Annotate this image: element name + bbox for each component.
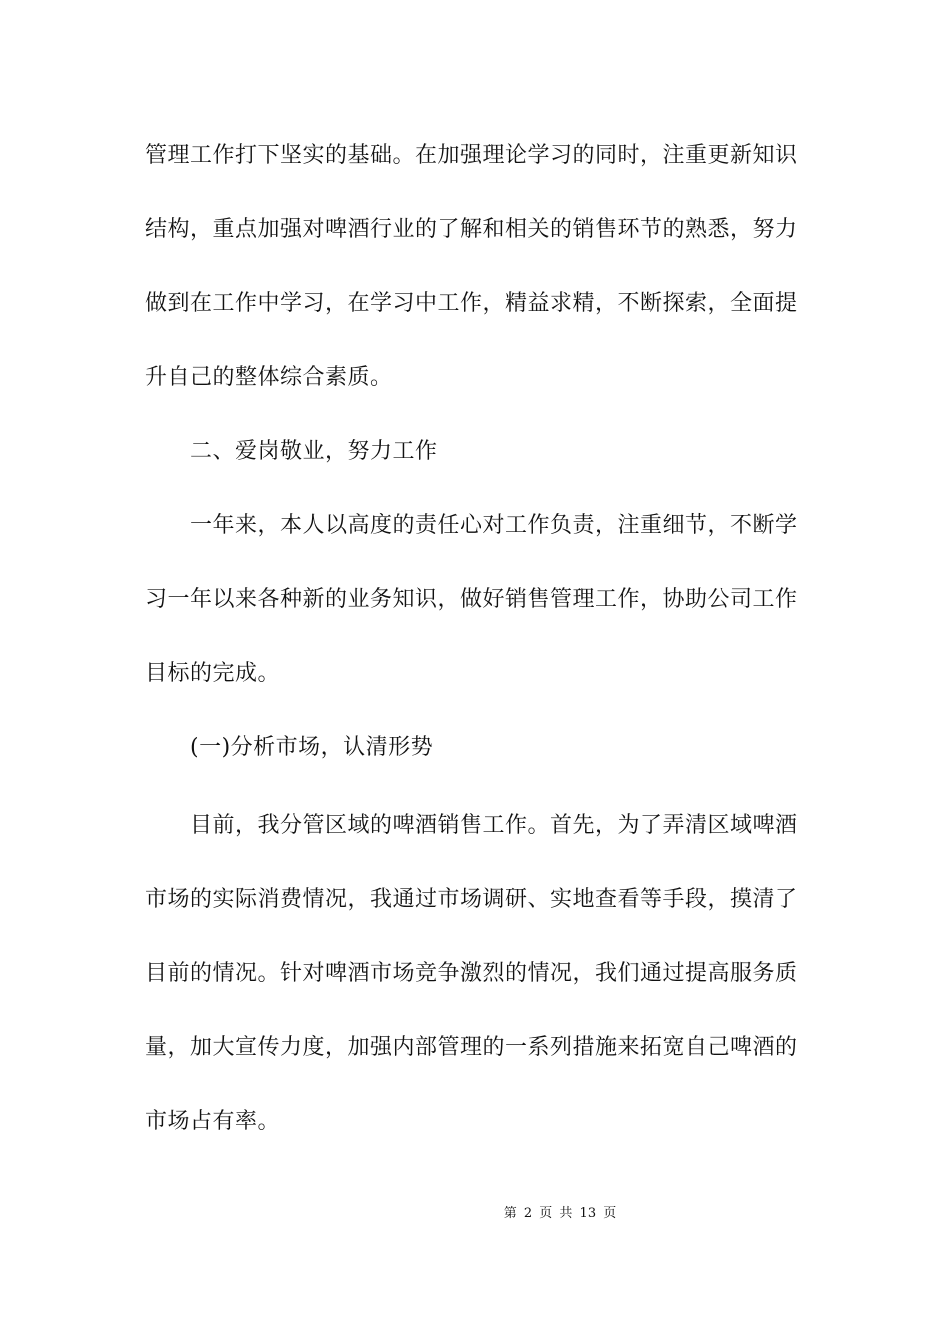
text-line: 市场的实际消费情况，我通过市场调研、实地查看等手段，摸清了 <box>145 887 798 912</box>
page-number: 第 2 页 共 13 页 <box>503 1206 617 1221</box>
text-line: 目标的完成。 <box>145 661 281 686</box>
text-line: 做到在工作中学习，在学习中工作，精益求精，不断探索，全面提 <box>145 291 798 316</box>
text-line: 量，加大宣传力度，加强内部管理的一系列措施来拓宽自己啤酒的 <box>145 1035 798 1060</box>
text-line: 升自己的整体综合素质。 <box>145 365 393 390</box>
text-line: 目前的情况。针对啤酒市场竞争激烈的情况，我们通过提高服务质 <box>145 961 798 986</box>
section-heading: 二、爱岗敬业，努力工作 <box>190 439 438 464</box>
subsection-heading: (一)分析市场，认清形势 <box>190 735 434 760</box>
text-line: 一年来，本人以高度的责任心对工作负责，注重细节，不断学 <box>190 513 798 538</box>
text-line: 结构，重点加强对啤酒行业的了解和相关的销售环节的熟悉，努力 <box>145 217 798 242</box>
text-line: 市场占有率。 <box>145 1109 281 1134</box>
text-line: 习一年以来各种新的业务知识，做好销售管理工作，协助公司工作 <box>145 587 798 612</box>
text-line: 管理工作打下坚实的基础。在加强理论学习的同时，注重更新知识 <box>145 143 798 168</box>
text-line: 目前，我分管区域的啤酒销售工作。首先，为了弄清区域啤酒 <box>190 813 798 838</box>
